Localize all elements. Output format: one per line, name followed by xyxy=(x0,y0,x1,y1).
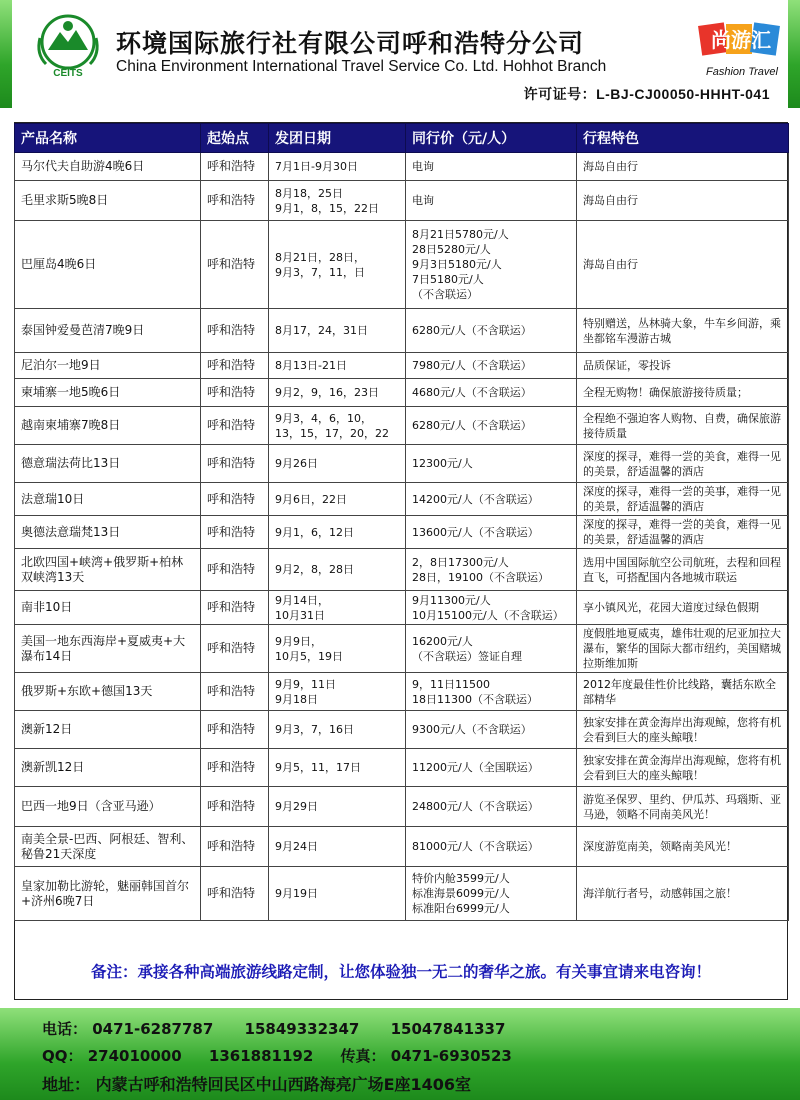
company-name-en: China Environment International Travel Service Co. Ltd. Hohhot Branch xyxy=(116,58,607,75)
price xyxy=(406,787,577,827)
feature: 全程绝不强迫客人购物、自费，确保旅游接待质量 xyxy=(577,407,789,445)
feature: 海岛自由行 xyxy=(577,181,789,221)
fax-number: 0471-6930523 xyxy=(390,1047,512,1065)
phone-3: 15047841337 xyxy=(390,1020,506,1038)
start-city: 呼和浩特 xyxy=(201,549,269,591)
table-row xyxy=(15,221,789,309)
product-name: 皇家加勒比游轮，魅丽韩国首尔+济州6晚7日 xyxy=(15,867,201,921)
table-row xyxy=(15,787,789,827)
feature: 特别赠送，丛林骑大象，牛车乡间游，乘坐都铭车漫游古城 xyxy=(577,309,789,353)
table-row xyxy=(15,591,789,625)
date-line: 9月3，7，16日 xyxy=(275,723,354,736)
table-row xyxy=(15,711,789,749)
departure-dates xyxy=(269,221,406,309)
price-line: 6280元/人（不含联运） xyxy=(412,324,532,337)
price-line: 8月21日5780元/人 xyxy=(412,228,509,241)
table-row xyxy=(15,309,789,353)
table-row xyxy=(15,867,789,921)
date-line: 8月18，25日 xyxy=(275,186,343,200)
phone-line xyxy=(42,1018,505,1039)
date-line: 7月1日-9月30日 xyxy=(275,160,358,173)
departure-dates xyxy=(269,407,406,445)
price xyxy=(406,625,577,673)
header-price: 同行价（元/人） xyxy=(406,124,577,153)
table-header-row xyxy=(15,124,789,153)
header-dates: 发团日期 xyxy=(269,124,406,153)
date-line: 8月17，24，31日 xyxy=(275,324,368,337)
date-line: 9月19日 xyxy=(275,887,318,900)
table-row xyxy=(15,379,789,407)
departure-dates xyxy=(269,625,406,673)
address-line xyxy=(42,1072,471,1095)
qq-fax-line xyxy=(42,1045,512,1066)
table-row xyxy=(15,353,789,379)
date-line: 9月9日， xyxy=(275,634,322,648)
price xyxy=(406,221,577,309)
price xyxy=(406,483,577,516)
product-name: 奥德法意瑞梵13日 xyxy=(15,516,201,549)
date-line: 9月3，4，6，10， xyxy=(275,411,372,425)
price xyxy=(406,181,577,221)
start-city: 呼和浩特 xyxy=(201,673,269,711)
price-line: 2，8日17300元/人 xyxy=(412,555,509,569)
price-line: 标准海景6099元/人 xyxy=(412,887,510,900)
price-line: 10月15100元/人（不含联运） xyxy=(412,608,564,622)
price-line: 13600元/人（不含联运） xyxy=(412,525,539,539)
product-name: 澳新12日 xyxy=(15,711,201,749)
date-line: 9月2，9，16，23日 xyxy=(275,386,379,399)
price-line: 特价内舱3599元/人 xyxy=(412,872,510,885)
table-row xyxy=(15,549,789,591)
price-line: （不含联运）签证自理 xyxy=(412,649,522,663)
departure-dates xyxy=(269,153,406,181)
start-city: 呼和浩特 xyxy=(201,379,269,407)
price-line: （不含联运） xyxy=(412,288,478,301)
price xyxy=(406,153,577,181)
departure-dates xyxy=(269,673,406,711)
table-row xyxy=(15,483,789,516)
price xyxy=(406,749,577,787)
departure-dates xyxy=(269,516,406,549)
feature: 全程无购物！确保旅游接待质量； xyxy=(577,379,789,407)
price-line: 12300元/人 xyxy=(412,457,473,470)
address-label: 地址： xyxy=(42,1075,91,1094)
departure-dates xyxy=(269,549,406,591)
date-line: 9月5，11，17日 xyxy=(275,761,361,774)
feature: 独家安排在黄金海岸出海观鲸，您将有机会看到巨大的座头鲸哦！ xyxy=(577,711,789,749)
price-line: 6280元/人（不含联运） xyxy=(412,419,532,432)
product-name: 德意瑞法荷比13日 xyxy=(15,445,201,483)
start-city: 呼和浩特 xyxy=(201,221,269,309)
price-line: 电询 xyxy=(412,194,434,207)
price xyxy=(406,309,577,353)
header-feature: 行程特色 xyxy=(577,124,789,153)
product-name: 尼泊尔一地9日 xyxy=(15,353,201,379)
qq-label: QQ： xyxy=(42,1047,83,1065)
price-line: 7日5180元/人 xyxy=(412,273,484,286)
departure-dates xyxy=(269,867,406,921)
price xyxy=(406,591,577,625)
price-line: 电询 xyxy=(412,160,434,173)
product-name: 美国一地东西海岸+夏威夷+大瀑布14日 xyxy=(15,625,201,673)
date-line: 8月13日-21日 xyxy=(275,359,347,372)
product-name: 南美全景-巴西、阿根廷、智利、秘鲁21天深度 xyxy=(15,827,201,867)
departure-dates xyxy=(269,181,406,221)
price-line: 18日11300（不含联运） xyxy=(412,692,538,706)
brand-en: Fashion Travel xyxy=(706,66,778,78)
start-city: 呼和浩特 xyxy=(201,711,269,749)
address-text: 内蒙古呼和浩特回民区中山西路海亮广场E座1406室 xyxy=(95,1075,472,1094)
start-city: 呼和浩特 xyxy=(201,153,269,181)
start-city: 呼和浩特 xyxy=(201,516,269,549)
price xyxy=(406,445,577,483)
date-line: 9月6日，22日 xyxy=(275,492,347,506)
header-start: 起始点 xyxy=(201,124,269,153)
feature: 选用中国国际航空公司航班，去程和回程直飞，可搭配国内各地城市联运 xyxy=(577,549,789,591)
tour-table xyxy=(14,123,789,921)
departure-dates xyxy=(269,309,406,353)
feature: 度假胜地夏威夷，雄伟壮观的尼亚加拉大瀑布，繁华的国际大都市纽约，美国赌城拉斯维加斯 xyxy=(577,625,789,673)
table-row xyxy=(15,673,789,711)
price xyxy=(406,711,577,749)
price-line: 11200元/人（全国联运） xyxy=(412,761,539,774)
price-line: 28日，19100（不含联运） xyxy=(412,570,549,584)
table-row xyxy=(15,625,789,673)
phone-2: 15849332347 xyxy=(244,1020,360,1038)
start-city: 呼和浩特 xyxy=(201,625,269,673)
feature: 享小镇风光，花园大道度过绿色假期 xyxy=(577,591,789,625)
date-line: 9月18日 xyxy=(275,692,318,706)
phone-label: 电话： xyxy=(42,1020,88,1038)
product-name: 澳新凯12日 xyxy=(15,749,201,787)
departure-dates xyxy=(269,711,406,749)
price-line: 4680元/人（不含联运） xyxy=(412,386,532,399)
departure-dates xyxy=(269,445,406,483)
price xyxy=(406,867,577,921)
price-line: 24800元/人（不含联运） xyxy=(412,800,539,813)
date-line: 9月2，8，28日 xyxy=(275,563,354,576)
phone-1: 0471-6287787 xyxy=(92,1020,214,1038)
brand-cn: 尚游汇 xyxy=(711,28,771,52)
price xyxy=(406,673,577,711)
price xyxy=(406,549,577,591)
start-city: 呼和浩特 xyxy=(201,353,269,379)
departure-dates xyxy=(269,787,406,827)
price xyxy=(406,827,577,867)
price-line: 14200元/人（不含联运） xyxy=(412,492,539,506)
departure-dates xyxy=(269,483,406,516)
product-name: 马尔代夫自助游4晚6日 xyxy=(15,153,201,181)
company-name-cn: 环境国际旅行社有限公司呼和浩特分公司 xyxy=(116,29,585,58)
feature: 深度的探寻，难得一尝的美事，难得一见的美景，舒适温馨的酒店 xyxy=(577,483,789,516)
product-name: 柬埔寨一地5晚6日 xyxy=(15,379,201,407)
date-line: 9月26日 xyxy=(275,457,318,470)
start-city: 呼和浩特 xyxy=(201,867,269,921)
departure-dates xyxy=(269,379,406,407)
start-city: 呼和浩特 xyxy=(201,787,269,827)
departure-dates xyxy=(269,749,406,787)
start-city: 呼和浩特 xyxy=(201,591,269,625)
product-name: 北欧四国+峡湾+俄罗斯+柏林双峡湾13天 xyxy=(15,549,201,591)
fax-label: 传真： xyxy=(340,1047,386,1065)
header xyxy=(12,0,788,108)
feature: 游览圣保罗、里约、伊瓜苏、玛瑙斯、亚马逊，领略不同南美风光！ xyxy=(577,787,789,827)
product-name: 泰国钟爱曼芭清7晚9日 xyxy=(15,309,201,353)
date-line: 9月14日， xyxy=(275,593,329,607)
product-name: 巴厘岛4晚6日 xyxy=(15,221,201,309)
price xyxy=(406,407,577,445)
feature: 海洋航行者号，动感韩国之旅！ xyxy=(577,867,789,921)
table-row xyxy=(15,827,789,867)
start-city: 呼和浩特 xyxy=(201,827,269,867)
date-line: 9月1，6，12日 xyxy=(275,525,354,539)
price-line: 9300元/人（不含联运） xyxy=(412,723,532,736)
product-name: 巴西一地9日（含亚马逊） xyxy=(15,787,201,827)
product-name: 南非10日 xyxy=(15,591,201,625)
start-city: 呼和浩特 xyxy=(201,483,269,516)
product-name: 越南柬埔寨7晚8日 xyxy=(15,407,201,445)
date-line: 8月21日，28日， xyxy=(275,250,365,264)
price xyxy=(406,379,577,407)
price-line: 9，11日11500 xyxy=(412,677,490,691)
start-city: 呼和浩特 xyxy=(201,309,269,353)
header-product: 产品名称 xyxy=(15,124,201,153)
feature: 2012年度最佳性价比线路，囊括东欧全部精华 xyxy=(577,673,789,711)
price-line: 7980元/人（不含联运） xyxy=(412,359,532,372)
qq-2: 1361881192 xyxy=(208,1047,314,1065)
price-line: 28日5280元/人 xyxy=(412,243,491,256)
date-line: 10月5，19日 xyxy=(275,649,343,663)
date-line: 10月31日 xyxy=(275,608,325,622)
price-line: 16200元/人 xyxy=(412,634,473,648)
start-city: 呼和浩特 xyxy=(201,407,269,445)
table-row xyxy=(15,153,789,181)
ceits-logo-icon xyxy=(30,10,106,80)
feature: 深度的探寻，难得一尝的美食，难得一见的美景，舒适温馨的酒店 xyxy=(577,445,789,483)
table-row xyxy=(15,749,789,787)
feature: 品质保证，零投诉 xyxy=(577,353,789,379)
feature: 深度游览南美，领略南美风光！ xyxy=(577,827,789,867)
start-city: 呼和浩特 xyxy=(201,445,269,483)
price-line: 9月3日5180元/人 xyxy=(412,258,502,271)
product-name: 毛里求斯5晚8日 xyxy=(15,181,201,221)
contact-band xyxy=(0,1008,800,1100)
license-number: 许可证号：L-BJ-CJ00050-HHHT-041 xyxy=(523,86,770,102)
price-line: 9月11300元/人 xyxy=(412,593,491,607)
departure-dates xyxy=(269,827,406,867)
product-name: 法意瑞10日 xyxy=(15,483,201,516)
table-row xyxy=(15,445,789,483)
start-city: 呼和浩特 xyxy=(201,749,269,787)
departure-dates xyxy=(269,353,406,379)
table-row xyxy=(15,516,789,549)
date-line: 9月9，11日 xyxy=(275,677,336,691)
date-line: 9月29日 xyxy=(275,800,318,813)
date-line: 9月3，7，11，日 xyxy=(275,265,365,279)
table-row xyxy=(15,181,789,221)
feature: 海岛自由行 xyxy=(577,221,789,309)
qq-1: 274010000 xyxy=(87,1047,182,1065)
feature: 独家安排在黄金海岸出海观鲸，您将有机会看到巨大的座头鲸哦！ xyxy=(577,749,789,787)
table-row xyxy=(15,407,789,445)
departure-dates xyxy=(269,591,406,625)
price-line: 81000元/人（不含联运） xyxy=(412,840,539,853)
feature: 深度的探寻，难得一尝的美食，难得一见的美景，舒适温馨的酒店 xyxy=(577,516,789,549)
price xyxy=(406,516,577,549)
date-line: 13，15，17，20，22 xyxy=(275,426,389,440)
product-name: 俄罗斯+东欧+德国13天 xyxy=(15,673,201,711)
price-line: 标准阳台6999元/人 xyxy=(412,902,510,915)
note: 备注：承接各种高端旅游线路定制，让您体验独一无二的奢华之旅。有关事宜请来电咨询！ xyxy=(90,963,711,981)
price xyxy=(406,353,577,379)
date-line: 9月1，8，15，22日 xyxy=(275,201,379,215)
feature: 海岛自由行 xyxy=(577,153,789,181)
logo-text: CEITS xyxy=(53,68,83,79)
date-line: 9月24日 xyxy=(275,840,318,853)
start-city: 呼和浩特 xyxy=(201,181,269,221)
